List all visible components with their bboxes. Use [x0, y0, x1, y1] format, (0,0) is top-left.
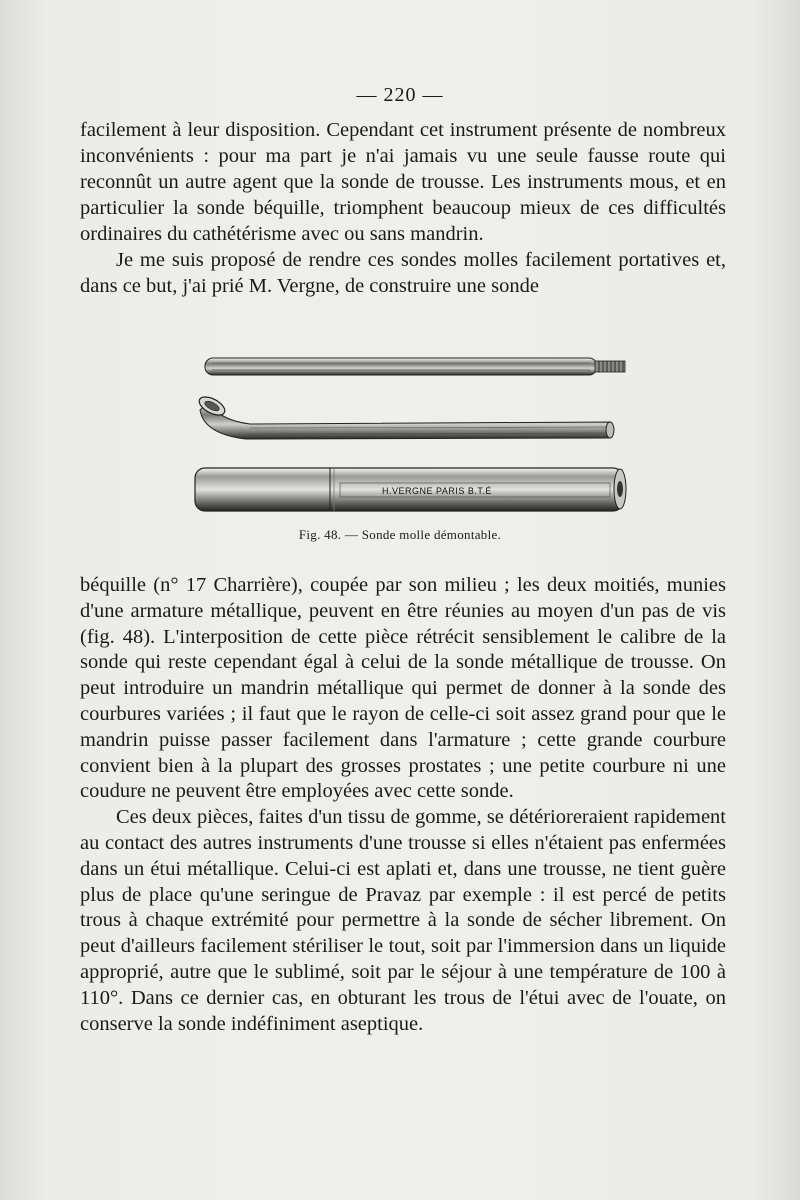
sonde-bequille-half [196, 393, 614, 439]
top-text-block [80, 117, 726, 299]
paragraph-proposal: Je me suis proposé de rendre ces sondes molles facilement portatives et, dans ce but, j'ai prié M. Vergne, de construire une sonde [80, 249, 726, 297]
page-number: — 220 — [356, 84, 444, 106]
figure-caption: Fig. 48. — Sonde molle démontable. [298, 527, 502, 542]
engraving-text: H.VERGNE PARIS B.T.É [382, 486, 492, 496]
metal-case [195, 468, 626, 511]
figure-48-sonde-illustration [190, 350, 630, 550]
paragraph-description: béquille (n° 17 Charrière), coupée par son milieu ; les deux moitiés, munies d'une armature métallique, peuvent en être réunies au moyen d'un pas de vis (fig. 48). L'interposition de cette pièce rétrécit sensiblement le calibre de la sonde qui reste cependant égal à celui de la sonde métallique de trousse. On peut introduire un mandrin métallique qui permet de donner à la sonde des courbures variées ; il faut que le rayon de celle-ci soit assez grand pour que le mandrin puisse passer facilement dans l'armature ; cette grande courbure convient bien à la plupart des grosses prostates ; une petite courbure ni une coudure ne peuvent être employées avec cette sonde. [80, 574, 726, 803]
sonde-upper-half [205, 358, 625, 375]
bottom-text-block [80, 573, 726, 1037]
paragraph-continued: facilement à leur disposition. Cependant cet instrument présente de nombreux inconvénients : pour ma part je n'ai jamais vu une seule fausse route qui reconnût un autre agent que la sonde de trousse. Les instruments mous, et en particulier la sonde béquille, triomphent beaucoup mieux de ces difficultés ordinaires du cathétérisme avec ou sans mandrin. [80, 119, 726, 245]
sonde-engraving [190, 350, 630, 520]
paragraph-case: Ces deux pièces, faites d'un tissu de gomme, se détérioreraient rapidement au contact des autres instruments d'une trousse si elles n'étaient pas enfermées dans un étui métallique. Celui-ci est aplati et, dans une trousse, ne tient guère plus de place qu'une seringue de Pravaz par exemple : il est percé de petits trous à chaque extrémité pour permettre à la sonde de sécher librement. On peut d'ailleurs facilement stériliser le tout, soit par l'immersion dans un liquide approprié, autre que le sublimé, soit par le séjour à une température de 100 à 110°. Dans ce dernier cas, en obturant les trous de l'étui avec de l'ouate, on conserve la sonde indéfiniment aseptique. [80, 806, 726, 1035]
